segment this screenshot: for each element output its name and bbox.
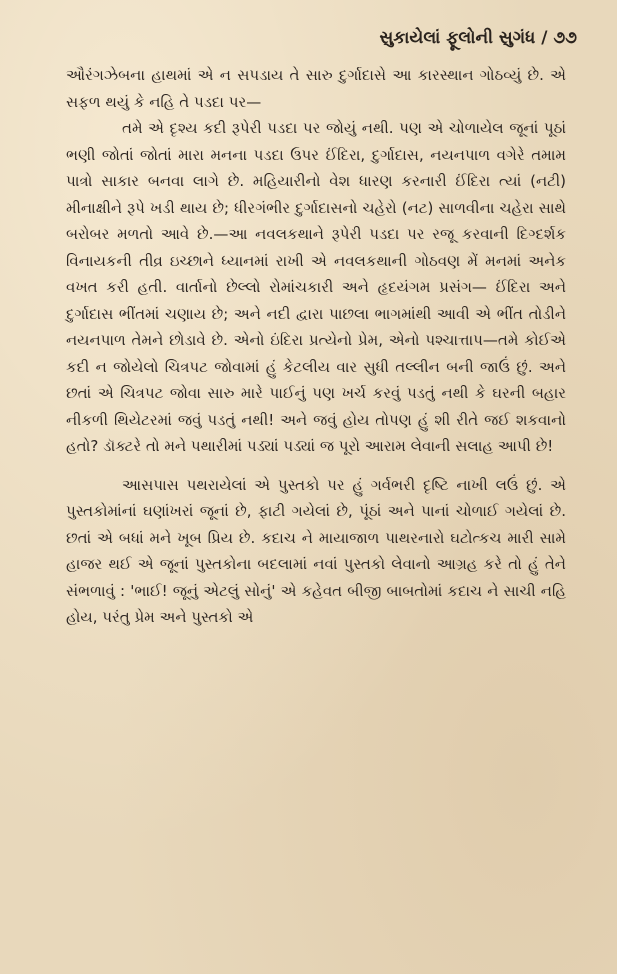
paragraph-3: આસપાસ પથરાયેલાં એ પુસ્તકો પર હું ગર્વભરી દૃષ્ટિ નાખી લઉં છું. એ પુસ્તકોમાંનાં ઘણાંખરાં જૂનાં છે, ફાટી ગયેલાં છે, પૂંઠાં અને પાનાં ચોળાઈ ગયેલાં છે. છતાં એ બધાં મને ખૂબ પ્રિય છે. કદાચ ને માયાજાળ પાથરનારો ઘટોત્કચ મારી સામે હાજર થઈ એ જૂનાં પુસ્તકોના બદલામાં નવાં પુસ્તકો લેવાનો આગ્રહ કરે તો હું તેને સંભળાવું : 'ભાઈ! જૂનું એટલું સોનું' એ કહેવત બીજી બાબતોમાં કદાચ ને સાચી નહિ હોય, પરંતુ પ્રેમ અને પુસ્તકો એ bbox=[66, 475, 566, 626]
body-text bbox=[66, 62, 566, 631]
paragraph-2: તમે એ દૃશ્ય કદી રૂપેરી પડદા પર જોયું નથી. પણ એ ચોળાયેલ જૂનાં પૂઠાં ભણી જોતાં જોતાં મારા મનના પડદા ઉપર ઈંદિરા, દુર્ગાદાસ, નયનપાળ વગેરે તમામ પાત્રો સાકાર બનવા લાગે છે. મહિયારીનો વેશ ધારણ કરનારી ઈંદિરા ત્યાં (નટી) મીનાક્ષીને રૂપે ખડી થાય છે; ધીરગંભીર દુર્ગાદાસનો ચહેરો (નટ) સાળવીના ચહેરા સાથે બરોબર મળતો આવે છે.—આ નવલકથાને રૂપેરી પડદા પર રજૂ કરવાની દિગ્દર્શક વિનાયકની તીવ્ર ઇચ્છાને ધ્યાનમાં રાખી એ નવલકથાની ગોઠવણ મેં મનમાં અનેક વખત કરી હતી. વાર્તાનો છેલ્લો રોમાંચકારી અને હૃદયંગમ પ્રસંગ— ઈંદિરા અને દુર્ગાદાસ ભીંતમાં ચણાય છે; અને નદી દ્વારા પાછલા ભાગમાંથી આવી એ ભીંત તોડીને નયનપાળ તેમને છોડાવે છે. એનો ઇંદિરા પ્રત્યેનો પ્રેમ, એનો પશ્ચાત્તાપ—તમે કોઈએ કદી ન જોયેલો ચિત્રપટ જોવામાં હું કેટલીય વાર સુધી તલ્લીન બની જાઉં છું. અને છતાં એ ચિત્રપટ જોવા સારુ મારે પાઈનું પણ ખર્ચ કરવું પડતું નથી કે ઘરની બહાર નીકળી થિયેટરમાં જવું પડતું નથી! અને જવું હોય તોપણ હું શી રીતે જઈ શકવાનો હતો? ડૉક્ટરે તો મને પથારીમાં પડ્યાં પડ્યાં જ પૂરો આરામ લેવાની સલાહ આપી છે! bbox=[66, 119, 566, 455]
paragraph-1: ઔરંગઝેબના હાથમાં એ ન સપડાય તે સારુ દુર્ગાદાસે આ કારસ્થાન ગોઠવ્યું છે. એ સફળ થયું કે નહિ તે પડદા પર— bbox=[66, 66, 566, 111]
running-header: સુકાયેલાં ફૂલોની સુગંધ / ૭૭ bbox=[379, 28, 577, 48]
